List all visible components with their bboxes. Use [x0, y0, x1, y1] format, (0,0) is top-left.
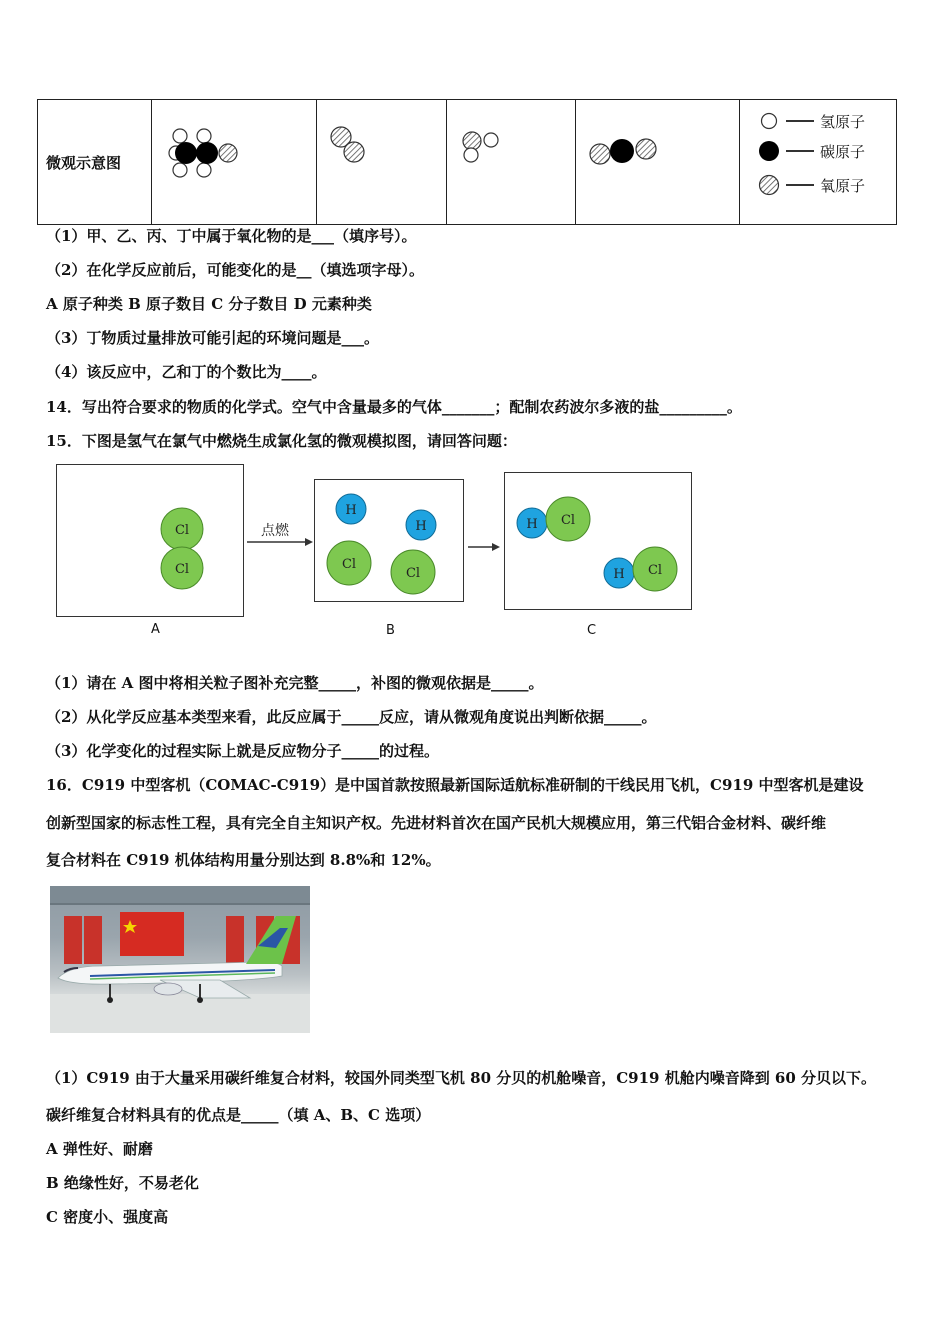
molecule-jia-cell — [152, 100, 317, 225]
carbon-atom — [196, 142, 218, 164]
legend-hydrogen — [758, 110, 865, 132]
q13-part4: （4）该反应中，乙和丁的个数比为____。 — [46, 363, 327, 381]
q13-part2: （2）在化学反应前后，可能变化的是__（填选项字母）。 — [46, 261, 424, 279]
atom-label-cl: Cl — [341, 557, 357, 572]
ignite-arrow — [245, 520, 313, 550]
atom-label-cl: Cl — [647, 563, 663, 578]
q15-part1: （1）请在 A 图中将相关粒子图补充完整_____，补图的微观依据是_____。 — [46, 674, 544, 692]
box-b-label: B — [386, 623, 395, 638]
molecule-yi-cell — [317, 100, 447, 225]
hydrogen-atom — [173, 129, 187, 143]
hydrogen-atom — [197, 163, 211, 177]
box-c-label: C — [587, 623, 597, 638]
legend-cell — [740, 100, 897, 225]
micro-diagram-table — [37, 99, 897, 225]
hydrogen-atom — [484, 133, 498, 147]
atom-label-cl: Cl — [174, 562, 190, 577]
oxygen-atom — [463, 132, 481, 150]
molecule-bing — [447, 100, 572, 220]
molecule-ding-cell — [576, 100, 740, 225]
atom-label-h: H — [345, 503, 357, 518]
atom-label-h: H — [415, 519, 427, 534]
oxygen-legend-icon — [758, 174, 780, 196]
c919-plane-illustration — [50, 886, 310, 1033]
oxygen-atom — [344, 142, 364, 162]
q13-part3: （3）丁物质过量排放可能引起的环境问题是___。 — [46, 329, 379, 347]
legend-dash — [786, 120, 814, 122]
legend-label: 氧原子 — [820, 176, 866, 195]
q16-option-b: B 绝缘性好，不易老化 — [46, 1174, 199, 1192]
oxygen-atom — [219, 144, 237, 162]
legend-label: 氢原子 — [820, 112, 866, 131]
diagram-box-b — [314, 479, 464, 602]
hydrogen-atom — [173, 163, 187, 177]
q16-line1: 16．C919 中型客机（COMAC-C919）是中国首款按照最新国际适航标准研制的干线民用飞机，C919 中型客机是建设 — [46, 776, 864, 794]
molecule-yi — [317, 100, 442, 220]
box-c-molecules — [505, 473, 691, 609]
q16-line2: 创新型国家的标志性工程，具有完全自主知识产权。先进材料首次在国产民机大规模应用，第三代铝合金材料、碳纤维 — [46, 814, 827, 832]
atom-label-cl: Cl — [174, 523, 190, 538]
molecule-ding — [576, 100, 736, 220]
box-a-molecules — [57, 465, 243, 616]
legend-oxygen — [758, 174, 865, 196]
atom-label-cl: Cl — [405, 566, 421, 581]
q15-part2: （2）从化学反应基本类型来看，此反应属于_____反应，请从微观角度说出判断依据_____。 — [46, 708, 657, 726]
atom-label-h: H — [613, 567, 625, 582]
oxygen-atom — [590, 144, 610, 164]
oxygen-atom — [636, 139, 656, 159]
hydrogen-atom — [197, 129, 211, 143]
q16-sub1-line1: （1）C919 由于大量采用碳纤维复合材料，较国外同类型飞机 80 分贝的机舱噪音，C919 机舱内噪音降到 60 分贝以下。 — [46, 1069, 877, 1087]
legend-carbon — [758, 140, 865, 162]
hydrogen-atom — [464, 148, 478, 162]
molecule-jia — [152, 100, 312, 220]
q15-part3: （3）化学变化的过程实际上就是反应物分子_____的过程。 — [46, 742, 439, 760]
diagram-box-c — [504, 472, 692, 610]
q14-text: 14．写出符合要求的物质的化学式。空气中含量最多的气体_______；配制农药波尔多液的盐_________。 — [46, 398, 742, 416]
q16-line3: 复合材料在 C919 机体结构用量分别达到 8.8%和 12%。 — [46, 851, 441, 869]
q16-option-a: A 弹性好、耐磨 — [46, 1140, 153, 1158]
q15-stem: 15．下图是氢气在氯气中燃烧生成氯化氢的微观模拟图，请回答问题： — [46, 432, 517, 450]
q13-options: A 原子种类 B 原子数目 C 分子数目 D 元素种类 — [46, 295, 372, 313]
arrow-label: 点燃 — [261, 523, 289, 539]
legend-dash — [786, 150, 814, 152]
carbon-atom — [610, 139, 634, 163]
carbon-atom — [175, 142, 197, 164]
q16-sub1-line2: 碳纤维复合材料具有的优点是_____（填 A、B、C 选项） — [46, 1106, 431, 1124]
diagram-box-a — [56, 464, 244, 617]
molecule-bing-cell — [447, 100, 576, 225]
q13-part1: （1）甲、乙、丙、丁中属于氧化物的是___（填序号）。 — [46, 227, 417, 245]
atom-label-h: H — [526, 517, 538, 532]
box-a-label: A — [151, 622, 160, 637]
legend-label: 碳原子 — [820, 142, 866, 161]
box-b-atoms — [315, 480, 463, 601]
c919-photo — [50, 886, 310, 1033]
legend-dash — [786, 184, 814, 186]
q16-option-c: C 密度小、强度高 — [46, 1208, 169, 1226]
atom-label-cl: Cl — [560, 513, 576, 528]
carbon-legend-icon — [758, 140, 780, 162]
hydrogen-legend-icon — [758, 110, 780, 132]
reaction-arrow — [466, 540, 500, 554]
table-row-label: 微观示意图 — [38, 100, 152, 225]
